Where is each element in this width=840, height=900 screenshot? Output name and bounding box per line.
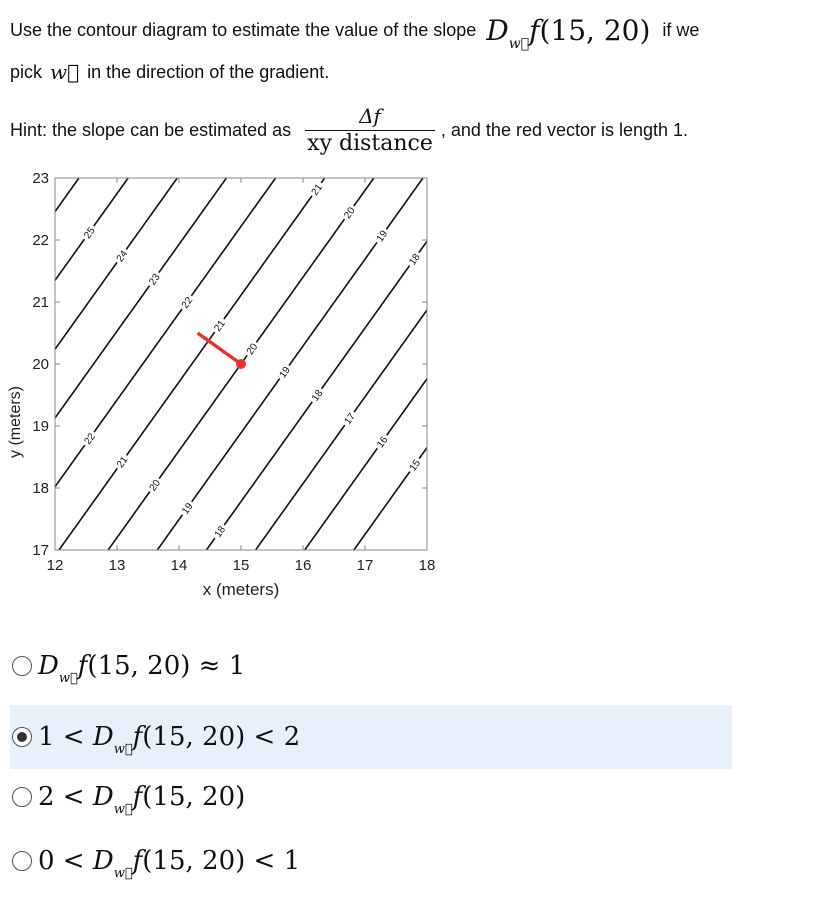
contour-line [0,160,460,610]
contour-label: 18 [309,388,326,404]
x-tick-label: 15 [232,557,250,574]
contour-label: 25 [82,225,98,241]
x-tick-label: 18 [418,557,436,574]
option-3[interactable] [10,765,732,829]
contour-chart [0,160,460,610]
x-tick-label: 13 [108,557,126,574]
contour-line [0,160,460,610]
y-axis-label: y (meters) [7,386,24,458]
question-line-2: pick w⃗ in the direction of the gradient. [10,60,330,84]
slope-fraction: $\frac{\Delta f}{\text{xy distance}}$ [307,104,433,156]
w-vector-symbol: w⃗ [50,60,80,84]
contour-label: 23 [147,271,163,288]
x-tick-label: 17 [356,557,374,574]
option-4[interactable] [10,829,732,893]
contour-line [0,160,446,610]
contour-line [0,160,460,610]
hint-line: Hint: the slope can be estimated as $\frac{\Delta f}{\text{xy distance}}$ , and the red vector is length 1. [10,104,689,156]
contour-label: 22 [179,295,196,311]
x-tick-label: 12 [46,557,64,574]
contour-label: 19 [180,501,196,517]
contour-label: 20 [342,205,358,221]
contour-label: 19 [277,364,293,381]
contour-line [0,160,460,610]
point-marker [236,359,246,369]
y-tick-label: 18 [32,480,49,497]
contour-label: 22 [82,431,98,447]
red-vector [198,333,246,369]
contour-label: 24 [114,248,131,265]
option-1[interactable] [10,634,732,698]
y-tick-label: 17 [32,542,49,559]
question-text: Use the contour diagram to estimate the value of the slope [10,20,477,40]
contour-label: 21 [212,318,228,334]
y-tick-label: 21 [32,294,49,311]
x-axis-label: x (meters) [202,580,280,599]
directional-derivative: $D_{w⃗}f(15$, 20) [486,14,651,52]
radio-button[interactable] [12,656,32,676]
contour-line [0,160,460,610]
contour-label: 18 [407,251,423,268]
option-2[interactable] [10,705,732,769]
radio-button-selected[interactable] [12,727,32,747]
contour-line [0,160,413,610]
option-label: $0 < D_{w⃗}f(15$, 20) < 1 [38,846,301,881]
contour-label: 18 [212,524,229,540]
option-label: $D_{w⃗}f(15$, 20) ≈ 1 [38,651,246,686]
radio-button[interactable] [12,787,32,807]
y-tick-label: 19 [32,418,49,435]
contour-line [0,160,460,610]
x-tick-label: 14 [170,557,188,574]
contour-line [0,160,460,610]
option-label: $1 < D_{w⃗}f(15$, 20) < 2 [38,722,301,757]
contour-label: 21 [309,182,326,198]
contour-line [0,160,460,610]
contour-label: 20 [244,341,261,358]
contour-label: 16 [375,434,391,451]
contour-label: 20 [147,477,164,494]
radio-button[interactable] [12,851,32,871]
contour-line [0,160,460,610]
x-tick-label: 16 [294,557,312,574]
option-label: $2 < D_{w⃗}f(15$, 20) [38,782,246,817]
contour-label: 21 [115,454,131,471]
contour-line [0,160,460,610]
question-line-1 [10,14,700,52]
y-tick-label: 23 [32,170,49,187]
question-text-suffix: if we [662,20,700,40]
contour-line [0,160,460,610]
contour-lines [0,160,460,610]
contour-line [0,160,460,610]
y-tick-label: 22 [32,232,49,249]
contour-label: 19 [374,228,391,245]
contour-label: 17 [342,411,358,427]
y-tick-label: 20 [32,356,49,373]
contour-label: 15 [407,457,424,474]
gradient-vector [198,333,241,364]
